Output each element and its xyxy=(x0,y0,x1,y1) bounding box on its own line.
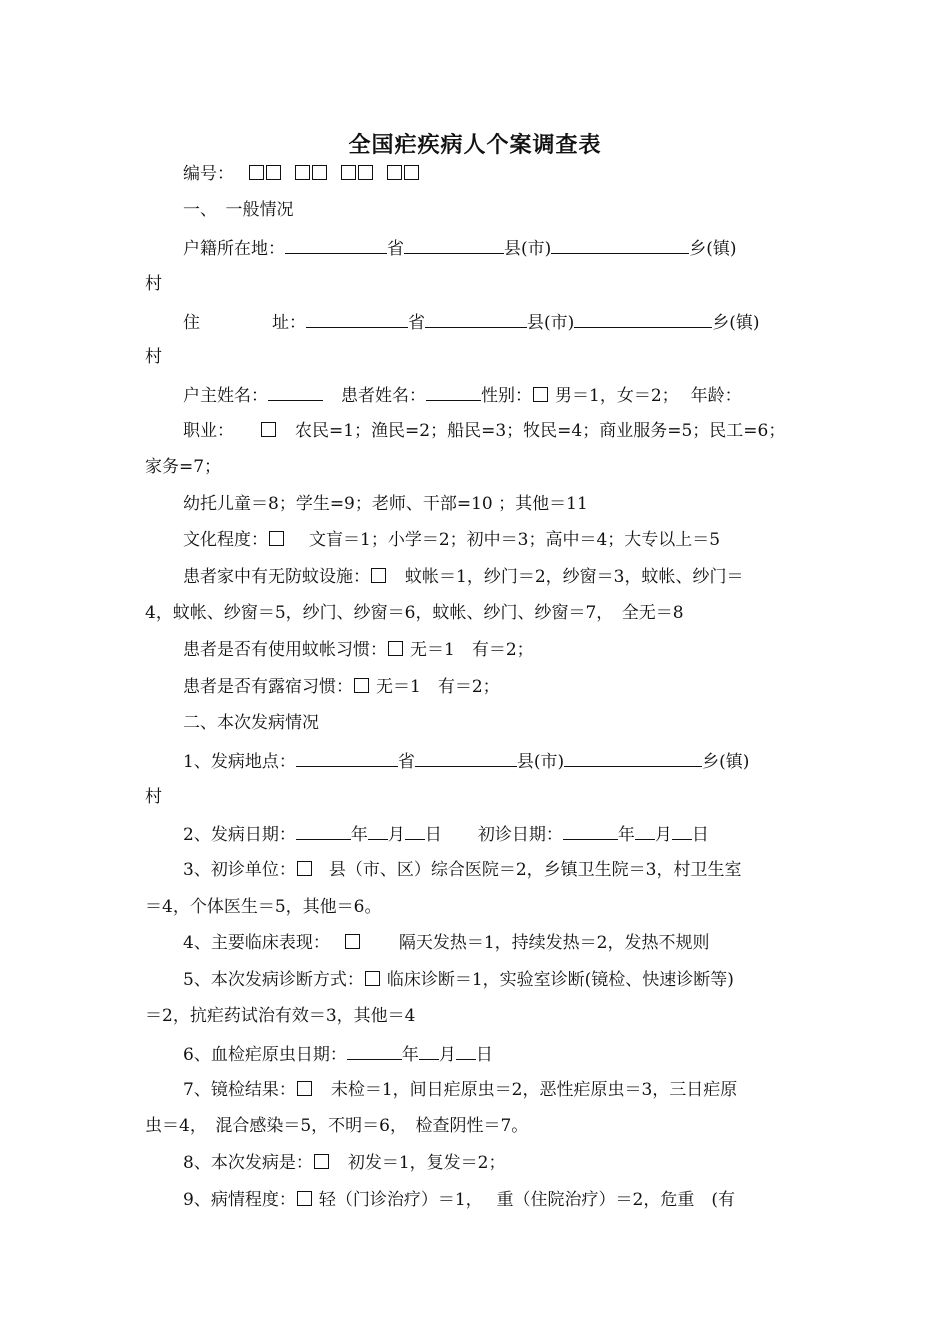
month-label: 月 xyxy=(654,825,672,845)
huji-row xyxy=(183,235,737,261)
huji-label: 户籍所在地： xyxy=(183,239,285,259)
address-row xyxy=(183,309,760,335)
diagnosis-method-options: 临床诊断＝1，实验室诊断(镜检、快速诊断等) xyxy=(386,970,734,990)
first-visit-unit-label: 3、初诊单位： xyxy=(183,860,296,880)
first-visit-date-label: 初诊日期： xyxy=(477,825,563,845)
outdoor-sleep-checkbox[interactable] xyxy=(354,678,369,693)
serial-box-group[interactable] xyxy=(340,164,374,184)
symptoms-label: 4、主要临床表现： xyxy=(183,933,330,953)
severity-row xyxy=(183,1188,735,1212)
first-visit-unit-checkbox[interactable] xyxy=(297,861,312,876)
first-visit-unit-options: 县（市、区）综合医院＝2，乡镇卫生院＝3，村卫生室 xyxy=(328,860,742,880)
onset-type-checkbox[interactable] xyxy=(314,1154,329,1169)
mosquito-protection-checkbox[interactable] xyxy=(371,568,386,583)
occupation-options: 家务=7； xyxy=(145,457,222,477)
net-habit-label: 患者是否有使用蚊帐习惯： xyxy=(183,640,387,660)
county-blank[interactable] xyxy=(415,748,517,767)
symptoms-options: 隔天发热＝1，持续发热＝2，发热不规则 xyxy=(398,933,710,953)
symptoms-row xyxy=(183,931,709,955)
province-blank[interactable] xyxy=(306,309,408,328)
month-label: 月 xyxy=(387,825,405,845)
blood-test-date-row xyxy=(183,1041,493,1067)
first-visit-unit-options: ＝4，个体医生＝5，其他＝6。 xyxy=(145,897,382,917)
severity-label: 9、病情程度： xyxy=(183,1190,296,1210)
severity-checkbox[interactable] xyxy=(297,1191,312,1206)
net-habit-options: 无＝1 有＝2； xyxy=(410,640,534,660)
outdoor-sleep-row xyxy=(183,675,500,699)
occupation-checkbox[interactable] xyxy=(261,422,276,437)
day-label: 日 xyxy=(691,825,709,845)
township-label: 乡(镇) xyxy=(689,239,737,259)
province-label: 省 xyxy=(387,239,404,259)
sex-checkbox[interactable] xyxy=(533,387,548,402)
year-label: 年 xyxy=(401,1045,419,1065)
month-blank[interactable] xyxy=(368,821,388,840)
year-label: 年 xyxy=(617,825,635,845)
severity-options: 轻（门诊治疗）＝1， 重（住院治疗）＝2，危重 (有 xyxy=(318,1190,735,1210)
occupation-label: 职业： xyxy=(183,421,234,441)
onset-date-label: 2、发病日期： xyxy=(183,825,296,845)
month-blank[interactable] xyxy=(419,1041,439,1060)
day-label: 日 xyxy=(475,1045,493,1065)
township-blank[interactable] xyxy=(574,309,712,328)
township-label: 乡(镇) xyxy=(702,752,750,772)
year-label: 年 xyxy=(350,825,368,845)
householder-label: 户主姓名： xyxy=(183,386,268,406)
year-blank[interactable] xyxy=(296,821,351,840)
month-label: 月 xyxy=(438,1045,456,1065)
outdoor-sleep-options: 无＝1 有＝2； xyxy=(376,677,500,697)
year-blank[interactable] xyxy=(563,821,618,840)
age-label: 年龄： xyxy=(690,386,742,406)
occupation-options: 幼托儿童＝8；学生=9；老师、干部=10 ；其他＝11 xyxy=(183,494,588,514)
sex-label: 性别： xyxy=(481,386,532,406)
onset-place-label: 1、发病地点： xyxy=(183,752,296,772)
occupation-row xyxy=(183,419,785,443)
onset-date-row xyxy=(183,821,709,847)
township-label: 乡(镇) xyxy=(712,313,760,333)
microscopy-result-label: 7、镜检结果： xyxy=(183,1080,296,1100)
village-label: 村 xyxy=(145,274,162,294)
education-checkbox[interactable] xyxy=(269,531,284,546)
province-label: 省 xyxy=(408,313,425,333)
day-label: 日 xyxy=(424,825,442,845)
section-heading: 一、 一般情况 xyxy=(183,200,294,220)
township-blank[interactable] xyxy=(564,748,702,767)
diagnosis-method-checkbox[interactable] xyxy=(365,971,380,986)
diagnosis-method-options: ＝2，抗疟药试治有效＝3，其他＝4 xyxy=(145,1006,416,1026)
name-row xyxy=(183,382,742,408)
mosquito-protection-options: 蚊帐＝1，纱门＝2，纱窗＝3，蚊帐、纱门＝ xyxy=(405,567,744,587)
diagnosis-method-label: 5、本次发病诊断方式： xyxy=(183,970,364,990)
microscopy-result-checkbox[interactable] xyxy=(297,1081,312,1096)
onset-place-row xyxy=(183,748,749,774)
province-blank[interactable] xyxy=(285,235,387,254)
county-label: 县(市) xyxy=(504,239,552,259)
county-label: 县(市) xyxy=(516,752,565,772)
occupation-options: 农民=1；渔民=2；船民=3；牧民=4；商业服务=5；民工=6； xyxy=(295,421,786,441)
serial-number-row xyxy=(183,162,420,186)
sex-options: 男＝1，女＝2； xyxy=(555,386,679,406)
county-blank[interactable] xyxy=(425,309,527,328)
page-title: 全国疟疾病人个案调查表 xyxy=(348,132,602,158)
net-habit-row xyxy=(183,638,534,662)
address-label: 住 xyxy=(183,313,200,333)
day-blank[interactable] xyxy=(672,821,692,840)
mosquito-protection-row xyxy=(183,565,743,589)
village-label: 村 xyxy=(145,787,162,807)
serial-box-group[interactable] xyxy=(386,164,420,184)
education-row xyxy=(183,528,720,552)
county-blank[interactable] xyxy=(404,235,504,254)
onset-type-label: 8、本次发病是： xyxy=(183,1153,313,1173)
serial-label: 编号： xyxy=(183,164,234,184)
blood-test-date-label: 6、血检疟原虫日期： xyxy=(183,1045,347,1065)
microscopy-result-options: 未检＝1，间日疟原虫＝2，恶性疟原虫＝3，三日疟原 xyxy=(330,1080,738,1100)
onset-type-options: 初发＝1，复发＝2； xyxy=(347,1153,506,1173)
address-label: 址： xyxy=(272,313,306,333)
patient-name-blank[interactable] xyxy=(426,382,481,401)
patient-name-label: 患者姓名： xyxy=(341,386,426,406)
day-blank[interactable] xyxy=(405,821,425,840)
province-blank[interactable] xyxy=(296,748,398,767)
province-label: 省 xyxy=(397,752,415,772)
diagnosis-method-row xyxy=(183,968,734,992)
serial-box-group[interactable] xyxy=(248,164,282,184)
symptoms-checkbox[interactable] xyxy=(345,934,360,949)
year-blank[interactable] xyxy=(347,1041,402,1060)
householder-blank[interactable] xyxy=(268,382,323,401)
day-blank[interactable] xyxy=(456,1041,476,1060)
section-heading: 二、本次发病情况 xyxy=(183,713,319,733)
education-label: 文化程度： xyxy=(183,530,268,550)
mosquito-protection-label: 患者家中有无防蚊设施： xyxy=(183,567,370,587)
microscopy-result-options: 虫＝4， 混合感染＝5，不明＝6， 检查阴性＝7。 xyxy=(145,1116,529,1136)
county-label: 县(市) xyxy=(527,313,575,333)
onset-type-row xyxy=(183,1151,505,1175)
education-options: 文盲＝1；小学＝2；初中＝3；高中＝4；大专以上＝5 xyxy=(309,530,721,550)
net-habit-checkbox[interactable] xyxy=(388,641,403,656)
month-blank[interactable] xyxy=(635,821,655,840)
first-visit-unit-row xyxy=(183,858,741,882)
microscopy-result-row xyxy=(183,1078,737,1102)
outdoor-sleep-label: 患者是否有露宿习惯： xyxy=(183,677,353,697)
township-blank[interactable] xyxy=(551,235,689,254)
serial-box-group[interactable] xyxy=(294,164,328,184)
village-label: 村 xyxy=(145,347,162,367)
mosquito-protection-options: 4，蚊帐、纱窗＝5，纱门、纱窗＝6，蚊帐、纱门、纱窗＝7， 全无＝8 xyxy=(145,603,684,623)
